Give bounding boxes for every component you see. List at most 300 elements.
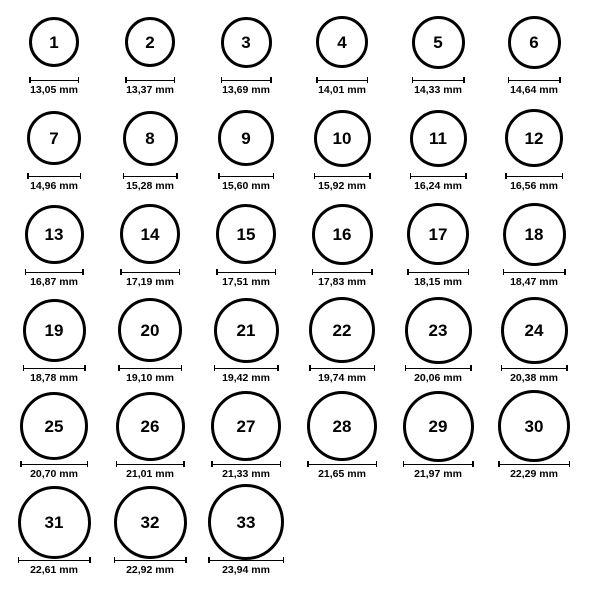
ring-size-cell[interactable]: [294, 10, 390, 106]
dimension-line-icon: [25, 272, 84, 274]
dimension-tick-right-icon: [559, 77, 561, 83]
ring-size-cell[interactable]: [102, 106, 198, 202]
ring-size-cell[interactable]: [102, 490, 198, 586]
ring-circle-wrapper: [309, 298, 375, 362]
ring-size-number: 1: [49, 32, 59, 52]
dimension-line-icon: [221, 80, 272, 82]
dimension-tick-right-icon: [277, 365, 279, 371]
dimension-tick-right-icon: [562, 173, 564, 179]
dimension-bar: [503, 269, 566, 275]
ring-size-cell[interactable]: [294, 298, 390, 394]
dimension-group: [114, 557, 187, 576]
ring-circle: [114, 486, 187, 559]
dimension-tick-right-icon: [176, 173, 178, 179]
dimension-tick-right-icon: [472, 461, 474, 467]
ring-circle: [221, 17, 272, 68]
ring-size-number: 23: [428, 320, 448, 340]
empty-cell: [390, 490, 486, 586]
dimension-group: [18, 557, 91, 576]
ring-diameter-label: 18,15 mm: [414, 276, 462, 288]
ring-size-cell[interactable]: [102, 202, 198, 298]
ring-size-number: 20: [140, 320, 160, 340]
dimension-bar: [29, 77, 79, 83]
dimension-tick-right-icon: [569, 461, 571, 467]
ring-size-number: 18: [524, 224, 544, 244]
dimension-group: [503, 269, 566, 288]
ring-diameter-label: 21,97 mm: [414, 468, 462, 480]
ring-size-number: 33: [236, 512, 256, 532]
dimension-bar: [125, 77, 175, 83]
dimension-tick-right-icon: [369, 173, 371, 179]
ring-circle: [27, 111, 81, 165]
dimension-group: [221, 77, 272, 96]
ring-size-cell[interactable]: [6, 394, 102, 490]
ring-size-number: 30: [524, 416, 544, 436]
ring-size-cell[interactable]: [198, 394, 294, 490]
ring-size-number: 25: [44, 416, 64, 436]
dimension-bar: [498, 461, 570, 467]
dimension-group: [309, 365, 375, 384]
dimension-tick-right-icon: [179, 269, 181, 275]
ring-circle-wrapper: [508, 10, 561, 74]
ring-circle: [20, 392, 88, 460]
ring-circle-wrapper: [218, 106, 274, 170]
ring-circle: [25, 205, 84, 264]
ring-size-number: 26: [140, 416, 160, 436]
ring-diameter-label: 14,01 mm: [318, 84, 366, 96]
dimension-line-icon: [412, 80, 465, 82]
dimension-group: [218, 173, 274, 192]
dimension-line-icon: [18, 560, 91, 562]
ring-circle: [407, 203, 469, 265]
ring-size-cell[interactable]: [6, 298, 102, 394]
dimension-line-icon: [316, 80, 368, 82]
ring-diameter-label: 14,33 mm: [414, 84, 462, 96]
dimension-line-icon: [125, 80, 175, 82]
ring-diameter-label: 17,19 mm: [126, 276, 174, 288]
ring-size-cell[interactable]: [294, 202, 390, 298]
ring-circle: [116, 392, 185, 461]
dimension-group: [403, 461, 474, 480]
dimension-line-icon: [29, 80, 79, 82]
ring-size-cell[interactable]: [198, 106, 294, 202]
ring-circle-wrapper: [123, 106, 178, 170]
ring-circle-wrapper: [211, 394, 281, 458]
ring-circle: [508, 16, 561, 69]
dimension-group: [116, 461, 185, 480]
ring-size-cell[interactable]: [102, 10, 198, 106]
ring-circle: [216, 204, 276, 264]
ring-row: [6, 202, 594, 298]
ring-circle: [505, 109, 563, 167]
dimension-bar: [23, 365, 86, 371]
dimension-bar: [18, 557, 91, 563]
ring-size-number: 27: [236, 416, 256, 436]
dimension-line-icon: [20, 464, 88, 466]
ring-diameter-label: 14,64 mm: [510, 84, 558, 96]
dimension-line-icon: [309, 368, 375, 370]
dimension-tick-right-icon: [280, 461, 282, 467]
ring-size-cell[interactable]: [486, 394, 582, 490]
dimension-bar: [27, 173, 81, 179]
ring-diameter-label: 19,74 mm: [318, 372, 366, 384]
dimension-group: [29, 77, 79, 96]
dimension-bar: [118, 365, 182, 371]
ring-circle: [218, 110, 274, 166]
ring-circle-wrapper: [316, 10, 368, 74]
ring-size-number: 10: [332, 128, 352, 148]
ring-size-cell[interactable]: [6, 490, 102, 586]
dimension-bar: [123, 173, 178, 179]
dimension-bar: [211, 461, 281, 467]
ring-size-cell[interactable]: [390, 106, 486, 202]
dimension-bar: [316, 77, 368, 83]
ring-circle-wrapper: [27, 106, 81, 170]
dimension-tick-right-icon: [181, 365, 183, 371]
ring-circle: [123, 111, 178, 166]
dimension-bar: [221, 77, 272, 83]
dimension-bar: [412, 77, 465, 83]
ring-circle-wrapper: [314, 106, 371, 170]
ring-size-number: 14: [140, 224, 160, 244]
dimension-bar: [405, 365, 472, 371]
dimension-group: [312, 269, 373, 288]
dimension-bar: [114, 557, 187, 563]
ring-size-cell[interactable]: [6, 106, 102, 202]
ring-circle: [211, 391, 281, 461]
ring-size-number: 16: [332, 224, 352, 244]
dimension-tick-right-icon: [270, 77, 272, 83]
empty-cell: [486, 490, 582, 586]
dimension-group: [407, 269, 469, 288]
dimension-tick-right-icon: [89, 557, 91, 563]
dimension-tick-right-icon: [185, 557, 187, 563]
dimension-tick-right-icon: [374, 365, 376, 371]
dimension-group: [211, 461, 281, 480]
dimension-bar: [403, 461, 474, 467]
ring-size-cell[interactable]: [486, 10, 582, 106]
dimension-tick-right-icon: [463, 77, 465, 83]
ring-size-cell[interactable]: [198, 490, 294, 586]
dimension-tick-right-icon: [78, 77, 80, 83]
ring-diameter-label: 17,83 mm: [318, 276, 366, 288]
ring-size-number: 6: [529, 32, 539, 52]
dimension-line-icon: [403, 464, 474, 466]
ring-size-number: 21: [236, 320, 256, 340]
ring-circle: [503, 203, 566, 266]
ring-circle-wrapper: [20, 394, 88, 458]
ring-circle: [405, 297, 472, 364]
ring-diameter-label: 22,61 mm: [30, 564, 78, 576]
dimension-group: [412, 77, 465, 96]
dimension-line-icon: [312, 272, 373, 274]
dimension-group: [118, 365, 182, 384]
ring-row: [6, 490, 594, 586]
ring-circle-wrapper: [23, 298, 86, 362]
ring-circle: [18, 486, 91, 559]
dimension-line-icon: [211, 464, 281, 466]
dimension-group: [214, 365, 279, 384]
ring-circle-wrapper: [216, 202, 276, 266]
dimension-bar: [218, 173, 274, 179]
ring-circle-wrapper: [498, 394, 570, 458]
dimension-line-icon: [503, 272, 566, 274]
ring-size-cell[interactable]: [198, 298, 294, 394]
empty-cell: [294, 490, 390, 586]
ring-diameter-label: 23,94 mm: [222, 564, 270, 576]
dimension-tick-right-icon: [174, 77, 176, 83]
ring-size-number: 7: [49, 128, 59, 148]
ring-size-number: 12: [524, 128, 544, 148]
ring-diameter-label: 22,92 mm: [126, 564, 174, 576]
dimension-line-icon: [208, 560, 284, 562]
ring-diameter-label: 20,70 mm: [30, 468, 78, 480]
ring-size-cell[interactable]: [102, 298, 198, 394]
dimension-line-icon: [410, 176, 467, 178]
ring-diameter-label: 16,24 mm: [414, 180, 462, 192]
ring-circle: [403, 391, 474, 462]
ring-size-number: 3: [241, 32, 251, 52]
dimension-bar: [20, 461, 88, 467]
ring-circle: [312, 204, 373, 265]
dimension-tick-right-icon: [82, 269, 84, 275]
ring-size-number: 9: [241, 128, 251, 148]
dimension-bar: [214, 365, 279, 371]
dimension-line-icon: [116, 464, 185, 466]
dimension-line-icon: [501, 368, 568, 370]
dimension-line-icon: [498, 464, 570, 466]
dimension-tick-right-icon: [80, 173, 82, 179]
dimension-line-icon: [123, 176, 178, 178]
ring-diameter-label: 15,60 mm: [222, 180, 270, 192]
ring-size-number: 24: [524, 320, 544, 340]
ring-circle: [314, 110, 371, 167]
ring-circle-wrapper: [214, 298, 279, 362]
dimension-group: [307, 461, 377, 480]
ring-diameter-label: 18,78 mm: [30, 372, 78, 384]
ring-circle: [125, 17, 175, 67]
ring-size-cell[interactable]: [390, 298, 486, 394]
ring-diameter-label: 14,96 mm: [30, 180, 78, 192]
ring-diameter-label: 18,47 mm: [510, 276, 558, 288]
ring-size-cell[interactable]: [486, 202, 582, 298]
ring-size-number: 22: [332, 320, 352, 340]
dimension-bar: [309, 365, 375, 371]
ring-circle-wrapper: [503, 202, 566, 266]
dimension-group: [120, 269, 180, 288]
ring-diameter-label: 13,05 mm: [30, 84, 78, 96]
ring-circle-wrapper: [407, 202, 469, 266]
dimension-bar: [407, 269, 469, 275]
dimension-tick-right-icon: [283, 557, 285, 563]
ring-size-number: 29: [428, 416, 448, 436]
ring-circle-wrapper: [120, 202, 180, 266]
dimension-tick-right-icon: [275, 269, 277, 275]
ring-diameter-label: 13,37 mm: [126, 84, 174, 96]
dimension-tick-right-icon: [566, 365, 568, 371]
ring-circle-wrapper: [505, 106, 563, 170]
ring-circle-wrapper: [412, 10, 465, 74]
ring-circle-wrapper: [208, 490, 284, 554]
dimension-group: [508, 77, 561, 96]
ring-circle-wrapper: [403, 394, 474, 458]
ring-diameter-label: 21,33 mm: [222, 468, 270, 480]
dimension-group: [316, 77, 368, 96]
ring-circle: [307, 391, 377, 461]
ring-circle: [118, 298, 182, 362]
ring-size-cell[interactable]: [198, 10, 294, 106]
ring-diameter-label: 20,38 mm: [510, 372, 558, 384]
dimension-group: [25, 269, 84, 288]
ring-circle: [410, 110, 467, 167]
ring-size-cell[interactable]: [294, 394, 390, 490]
ring-row: [6, 298, 594, 394]
ring-row: [6, 106, 594, 202]
ring-circle-wrapper: [29, 10, 79, 74]
dimension-group: [505, 173, 563, 192]
ring-size-number: 2: [145, 32, 155, 52]
dimension-bar: [508, 77, 561, 83]
dimension-tick-right-icon: [183, 461, 185, 467]
dimension-bar: [116, 461, 185, 467]
ring-size-number: 5: [433, 32, 443, 52]
ring-size-number: 32: [140, 512, 160, 532]
ring-circle-wrapper: [221, 10, 272, 74]
dimension-line-icon: [307, 464, 377, 466]
dimension-group: [20, 461, 88, 480]
dimension-bar: [120, 269, 180, 275]
ring-size-cell[interactable]: [294, 106, 390, 202]
ring-diameter-label: 20,06 mm: [414, 372, 462, 384]
dimension-tick-right-icon: [564, 269, 566, 275]
dimension-group: [498, 461, 570, 480]
dimension-group: [208, 557, 284, 576]
ring-circle-wrapper: [118, 298, 182, 362]
ring-row: [6, 10, 594, 106]
dimension-bar: [505, 173, 563, 179]
dimension-bar: [312, 269, 373, 275]
ring-diameter-label: 16,87 mm: [30, 276, 78, 288]
ring-circle: [120, 204, 180, 264]
dimension-tick-right-icon: [470, 365, 472, 371]
dimension-bar: [216, 269, 276, 275]
ring-diameter-label: 21,01 mm: [126, 468, 174, 480]
dimension-group: [23, 365, 86, 384]
ring-diameter-label: 16,56 mm: [510, 180, 558, 192]
ring-circle: [498, 390, 570, 462]
ring-size-cell[interactable]: [102, 394, 198, 490]
dimension-bar: [25, 269, 84, 275]
dimension-bar: [307, 461, 377, 467]
ring-size-number: 19: [44, 320, 64, 340]
ring-size-number: 11: [429, 128, 447, 148]
ring-size-number: 28: [332, 416, 352, 436]
ring-size-number: 13: [44, 224, 64, 244]
ring-size-cell[interactable]: [198, 202, 294, 298]
dimension-group: [27, 173, 81, 192]
dimension-tick-right-icon: [376, 461, 378, 467]
dimension-bar: [410, 173, 467, 179]
ring-circle: [23, 299, 86, 362]
dimension-tick-right-icon: [367, 77, 369, 83]
dimension-line-icon: [27, 176, 81, 178]
ring-diameter-label: 13,69 mm: [222, 84, 270, 96]
dimension-tick-right-icon: [371, 269, 373, 275]
ring-size-cell[interactable]: [486, 106, 582, 202]
dimension-line-icon: [405, 368, 472, 370]
ring-diameter-label: 15,92 mm: [318, 180, 366, 192]
ring-diameter-label: 22,29 mm: [510, 468, 558, 480]
dimension-bar: [208, 557, 284, 563]
dimension-line-icon: [23, 368, 86, 370]
ring-circle: [208, 484, 284, 560]
dimension-line-icon: [214, 368, 279, 370]
ring-diameter-label: 19,42 mm: [222, 372, 270, 384]
dimension-bar: [501, 365, 568, 371]
ring-circle: [309, 297, 375, 363]
ring-circle: [214, 298, 279, 363]
ring-circle-wrapper: [18, 490, 91, 554]
ring-size-number: 31: [44, 512, 64, 532]
dimension-line-icon: [120, 272, 180, 274]
ring-row: [6, 394, 594, 490]
ring-size-number: 8: [145, 128, 155, 148]
ring-circle-wrapper: [125, 10, 175, 74]
ring-size-cell[interactable]: [390, 10, 486, 106]
dimension-line-icon: [118, 368, 182, 370]
ring-circle-wrapper: [501, 298, 568, 362]
dimension-bar: [314, 173, 371, 179]
ring-size-cell[interactable]: [390, 394, 486, 490]
ring-size-cell[interactable]: [6, 10, 102, 106]
dimension-tick-right-icon: [273, 173, 275, 179]
ring-circle: [501, 297, 568, 364]
dimension-line-icon: [508, 80, 561, 82]
ring-circle: [316, 16, 368, 68]
ring-size-number: 17: [428, 224, 448, 244]
dimension-tick-right-icon: [468, 269, 470, 275]
dimension-line-icon: [114, 560, 187, 562]
ring-circle-wrapper: [307, 394, 377, 458]
dimension-group: [501, 365, 568, 384]
dimension-group: [125, 77, 175, 96]
dimension-line-icon: [218, 176, 274, 178]
ring-circle-wrapper: [114, 490, 187, 554]
dimension-group: [216, 269, 276, 288]
ring-size-cell[interactable]: [390, 202, 486, 298]
ring-diameter-label: 21,65 mm: [318, 468, 366, 480]
ring-circle-wrapper: [25, 202, 84, 266]
dimension-tick-right-icon: [465, 173, 467, 179]
dimension-tick-right-icon: [87, 461, 89, 467]
ring-diameter-label: 15,28 mm: [126, 180, 174, 192]
ring-circle-wrapper: [116, 394, 185, 458]
ring-circle: [29, 17, 79, 67]
dimension-group: [314, 173, 371, 192]
dimension-line-icon: [505, 176, 563, 178]
ring-size-cell[interactable]: [6, 202, 102, 298]
ring-circle-wrapper: [312, 202, 373, 266]
ring-diameter-label: 17,51 mm: [222, 276, 270, 288]
dimension-line-icon: [216, 272, 276, 274]
dimension-group: [123, 173, 178, 192]
ring-diameter-label: 19,10 mm: [126, 372, 174, 384]
ring-circle-wrapper: [405, 298, 472, 362]
ring-size-cell[interactable]: [486, 298, 582, 394]
ring-circle-wrapper: [410, 106, 467, 170]
dimension-tick-right-icon: [84, 365, 86, 371]
ring-size-number: 4: [337, 32, 347, 52]
